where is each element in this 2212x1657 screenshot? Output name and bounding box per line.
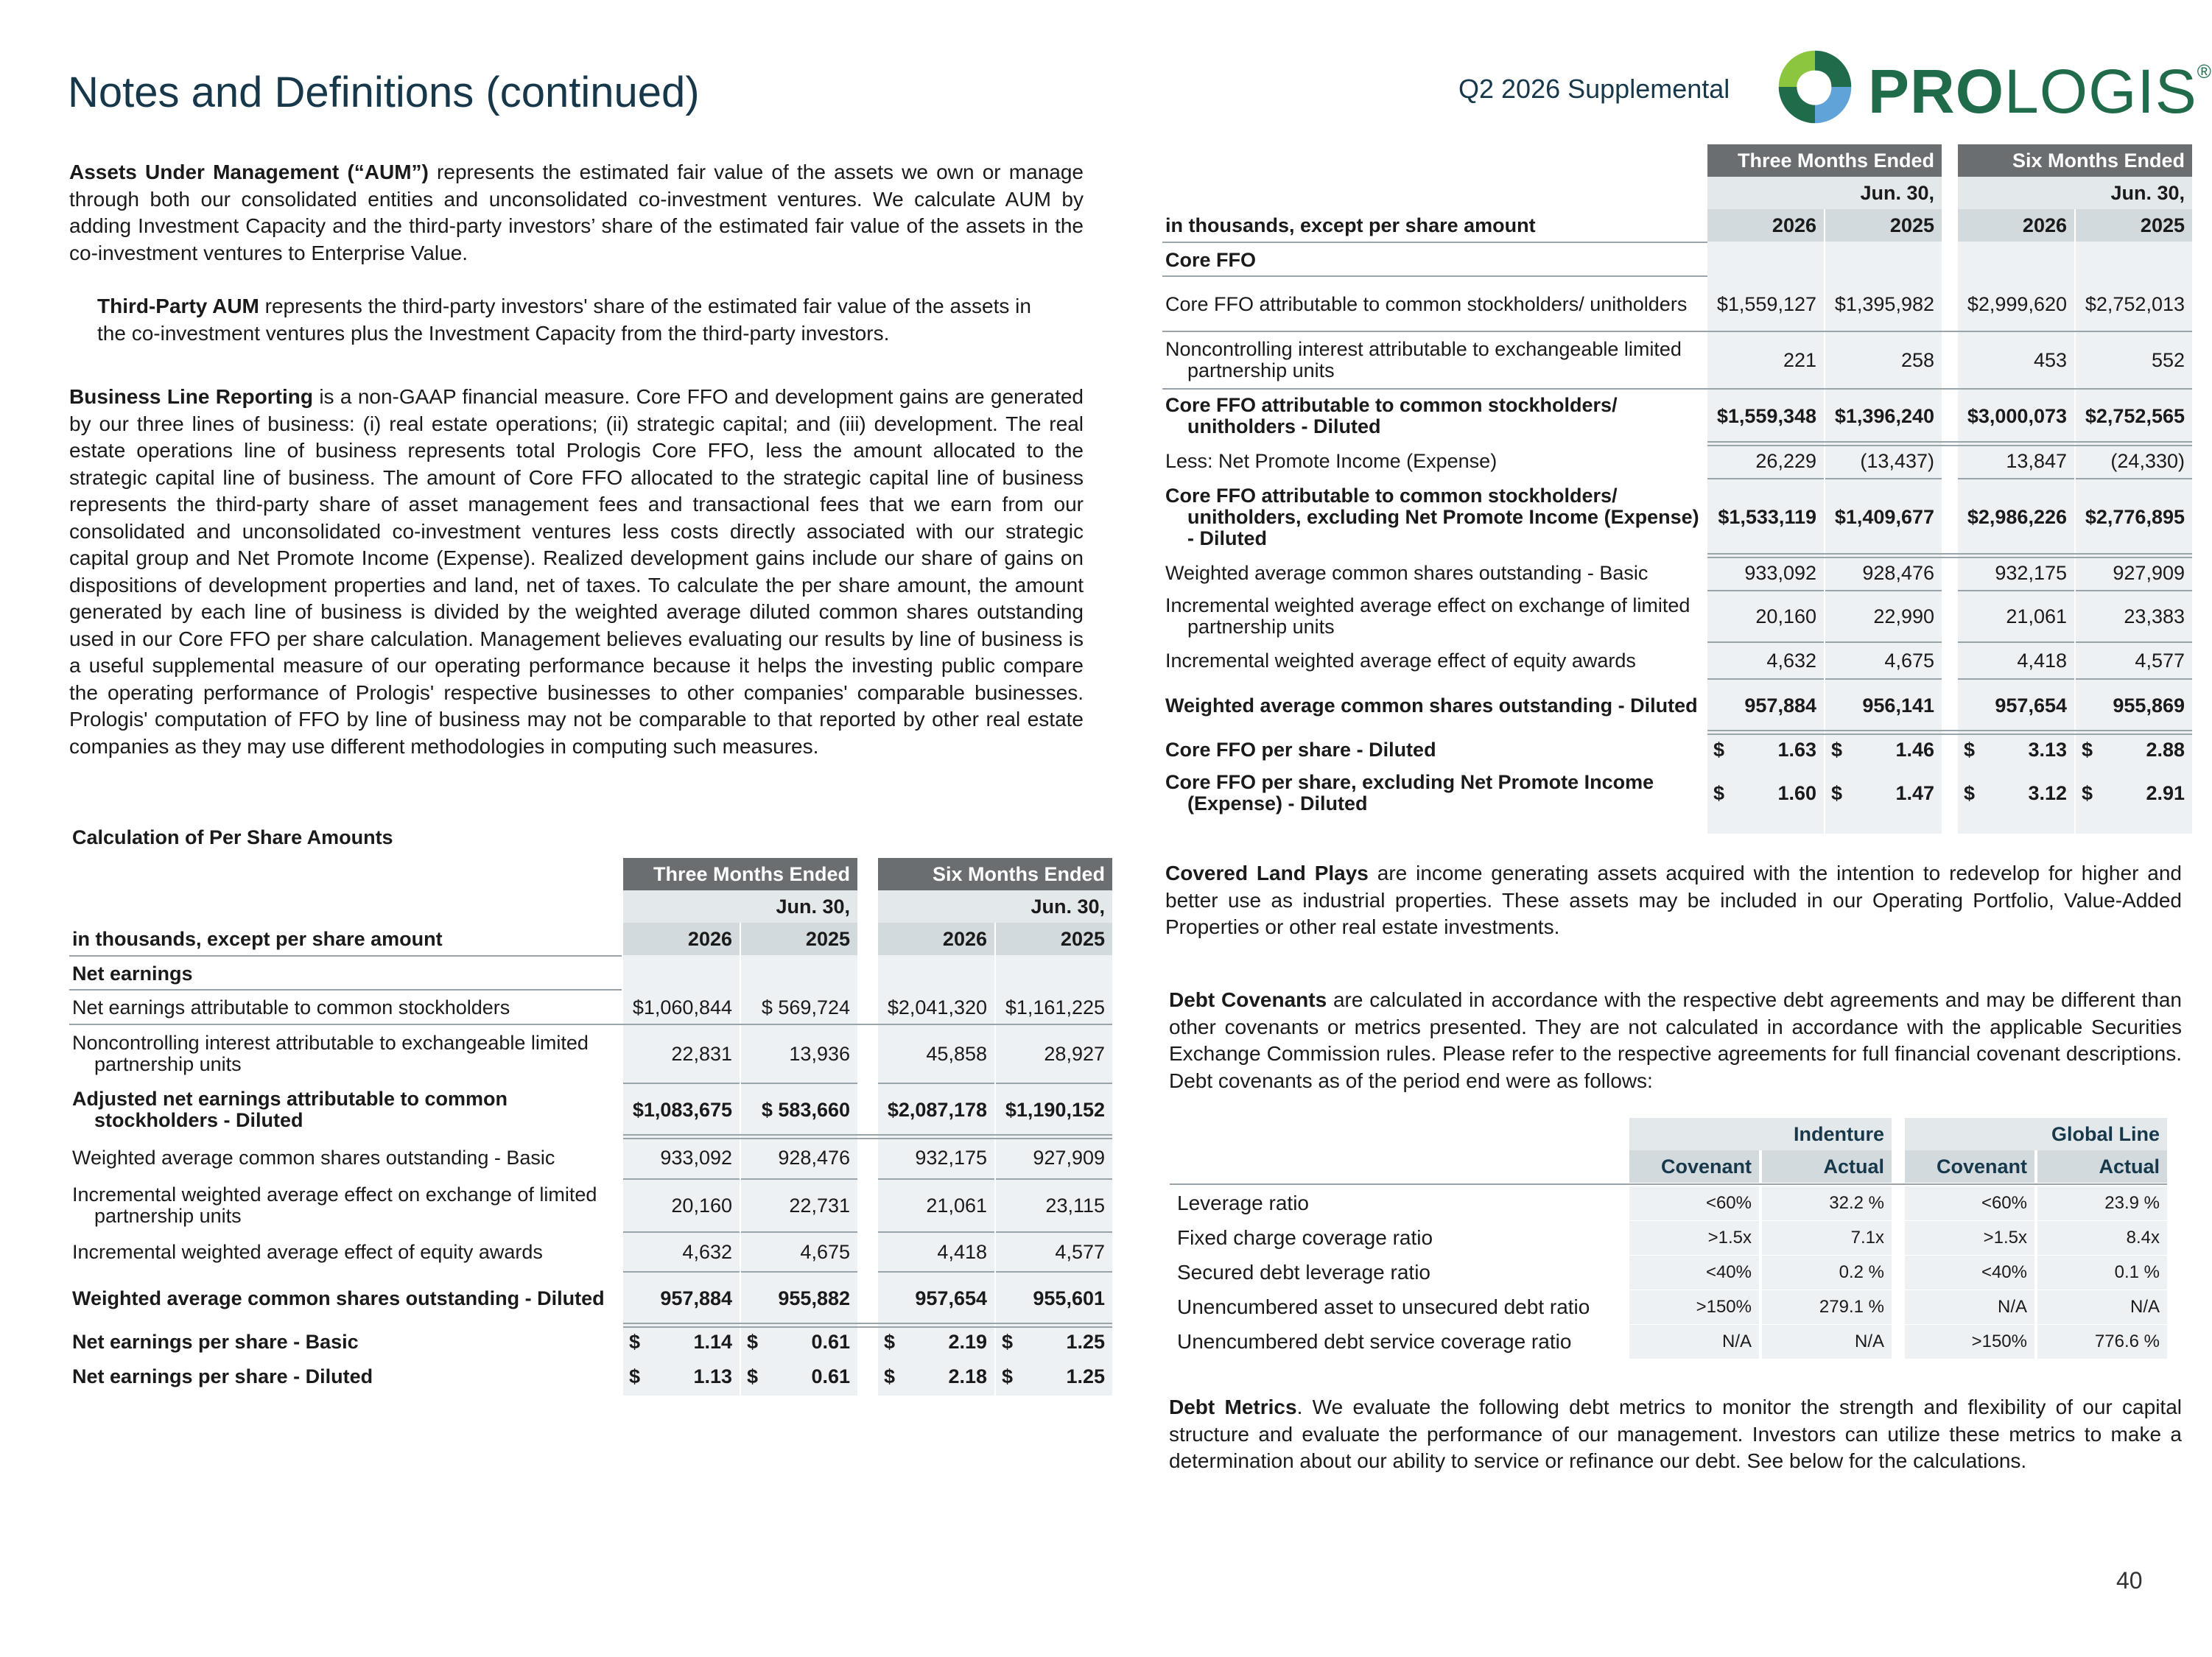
third-party-text: represents the third-party investors' share of the estimated fair value of the assets in the co-investment ventures plus the Investment Capacity from the third-party investors. xyxy=(97,295,1031,345)
cell-value: 4,577 xyxy=(2135,649,2185,672)
cell-value: $2,041,320 xyxy=(887,996,987,1019)
covenant-cell: >1.5x xyxy=(1629,1221,1759,1255)
value-cell xyxy=(741,1359,857,1394)
cell-value: $1,559,127 xyxy=(1716,292,1816,315)
value-cell xyxy=(1825,555,1942,591)
row-label-text: Core FFO per share, excluding Net Promote Income (Expense) - Diluted xyxy=(1165,771,1654,815)
covenant-cell: 8.4x xyxy=(2037,1221,2167,1255)
row-label xyxy=(1162,331,1707,389)
covenant-cell: <60% xyxy=(1905,1186,2034,1220)
value-cell xyxy=(1825,443,1942,479)
covenant-cell: 7.1x xyxy=(1762,1221,1892,1255)
row-header-label: in thousands, except per share amount xyxy=(1165,214,1536,236)
value-cell xyxy=(996,1136,1112,1179)
cell-value: 4,418 xyxy=(937,1240,987,1263)
cell-value: (13,437) xyxy=(1860,449,1934,472)
cell-value: 4,675 xyxy=(1884,649,1934,672)
row-header-label: in thousands, except per share amount xyxy=(72,927,443,950)
value-cell xyxy=(623,1325,740,1359)
value-cell xyxy=(996,991,1112,1024)
cell-value: 20,160 xyxy=(1755,605,1816,627)
value-cell xyxy=(1958,331,2074,389)
covenant-cell: N/A xyxy=(1629,1325,1759,1359)
value-cell xyxy=(1958,732,2074,767)
value-cell xyxy=(1825,767,1942,819)
cell-value: 22,831 xyxy=(671,1042,732,1065)
value-cell xyxy=(741,1136,857,1179)
cell-value: 23,383 xyxy=(2124,605,2185,627)
value-cell xyxy=(1958,389,2074,443)
debt-metrics-text: . We evaluate the following debt metrics to monitor the strength and flexibility of our capital structure and evaluate the performance of our management. Investors can utilize these metrics to make a determination about our ability to service or refinance our debt. See below for the calculations. xyxy=(1169,1396,2182,1472)
row-label xyxy=(1162,443,1707,479)
section-label: Net earnings xyxy=(72,962,193,985)
cell-value: 955,601 xyxy=(1033,1287,1105,1309)
row-label-text: Incremental weighted average effect of equity awards xyxy=(1165,649,1636,672)
value-cell xyxy=(1825,642,1942,679)
cell-value: 3.13 xyxy=(2028,738,2067,761)
value-cell xyxy=(623,991,740,1024)
value-cell xyxy=(1958,591,2074,642)
cell-value: $2,986,226 xyxy=(1967,505,2067,528)
cell-value: 4,418 xyxy=(2017,649,2067,672)
value-cell xyxy=(1958,642,2074,679)
covenant-cell: N/A xyxy=(1905,1290,2034,1324)
cell-value: 23,115 xyxy=(1045,1194,1105,1217)
prologis-logo xyxy=(1774,46,2212,134)
value-cell xyxy=(996,1232,1112,1272)
covenant-cell: 0.1 % xyxy=(2037,1256,2167,1290)
dollar-sign: $ xyxy=(629,1365,641,1387)
covenant-cell: 23.9 % xyxy=(2037,1186,2167,1220)
cell-value: 2.91 xyxy=(2146,781,2185,804)
covered-land-definition xyxy=(1165,860,2182,941)
value-cell xyxy=(1958,277,2074,331)
covenant-cell: <40% xyxy=(1629,1256,1759,1290)
cell-value: 0.61 xyxy=(811,1331,850,1353)
row-label-text: Weighted average common shares outstanding - Diluted xyxy=(1165,694,1698,717)
dollar-sign: $ xyxy=(2082,781,2093,804)
third-party-aum-definition xyxy=(97,293,1033,347)
row-label xyxy=(1162,277,1707,331)
row-label xyxy=(1162,479,1707,555)
value-cell xyxy=(2076,591,2192,642)
value-cell xyxy=(878,1325,994,1359)
value-cell xyxy=(1825,277,1942,331)
covenant-cell: 0.2 % xyxy=(1762,1256,1892,1290)
cell-value: 4,675 xyxy=(800,1240,850,1263)
row-label-text: Weighted average common shares outstanding - Basic xyxy=(1165,561,1649,584)
row-label-text: Less: Net Promote Income (Expense) xyxy=(1165,449,1498,472)
cell-value: 933,092 xyxy=(1744,561,1816,584)
cell-value: $ 569,724 xyxy=(761,996,850,1019)
aum-text: represents the estimated fair value of the assets we own or manage through both our consolidated entities and unconsolidated co-investment ventures. We calculate AUM by adding Investment Capacity and the third-party investors’ share of the estimated fair value of the assets in the co-investment ventures to Enterprise Value. xyxy=(69,161,1084,264)
value-cell xyxy=(1825,591,1942,642)
value-cell xyxy=(2076,331,2192,389)
cell-value: 1.13 xyxy=(693,1365,732,1387)
year-header: 2025 xyxy=(996,923,1112,955)
covenant-column-header: Actual xyxy=(2037,1150,2167,1183)
period-header: Jun. 30, xyxy=(623,890,857,923)
cell-value: 2.18 xyxy=(948,1365,987,1387)
value-cell xyxy=(2076,642,2192,679)
row-label-text: Net earnings per share - Diluted xyxy=(72,1365,373,1387)
year-header: 2026 xyxy=(1707,209,1824,242)
value-cell xyxy=(1707,679,1824,732)
cell-value: 933,092 xyxy=(660,1146,732,1169)
cell-value: 932,175 xyxy=(1995,561,2067,584)
cell-value: 1.46 xyxy=(1895,738,1934,761)
page-number: 40 xyxy=(2116,1567,2143,1594)
row-label-text: Core FFO attributable to common stockholders/ unitholders xyxy=(1165,292,1688,315)
covenant-cell: 279.1 % xyxy=(1762,1290,1892,1324)
covenant-row-label: Leverage ratio xyxy=(1177,1192,1310,1214)
value-cell xyxy=(2076,767,2192,819)
debt-metrics-definition xyxy=(1169,1394,2182,1475)
cell-value: $1,559,348 xyxy=(1716,404,1816,427)
cell-value: 928,476 xyxy=(1862,561,1934,584)
year-header: 2026 xyxy=(623,923,740,955)
per-share-section-title: Calculation of Per Share Amounts xyxy=(72,826,393,848)
value-cell xyxy=(878,1179,994,1232)
cell-value: 4,632 xyxy=(1766,649,1816,672)
dollar-sign: $ xyxy=(1964,738,1976,761)
value-cell xyxy=(878,1232,994,1272)
net-earnings-table xyxy=(69,858,1119,1403)
cell-value: 1.47 xyxy=(1895,781,1934,804)
value-cell xyxy=(2076,443,2192,479)
covenant-cell: >150% xyxy=(1629,1290,1759,1324)
value-cell xyxy=(1707,642,1824,679)
row-label-text: Noncontrolling interest attributable to exchangeable limited partnership units xyxy=(72,1032,589,1075)
business-line-term: Business Line Reporting xyxy=(69,385,313,408)
value-cell xyxy=(1825,732,1942,767)
value-cell xyxy=(1958,443,2074,479)
cell-value: $2,087,178 xyxy=(887,1098,987,1121)
cell-value: 4,632 xyxy=(682,1240,732,1263)
row-label-text: Net earnings per share - Basic xyxy=(72,1331,359,1353)
three-months-header: Three Months Ended xyxy=(1707,144,1942,177)
cell-value: 13,847 xyxy=(2006,449,2067,472)
cell-value: 28,927 xyxy=(1044,1042,1105,1065)
value-cell xyxy=(741,991,857,1024)
three-months-header: Three Months Ended xyxy=(623,858,857,890)
row-label-text: Core FFO attributable to common stockholders/ unitholders, excluding Net Promote Income (Expense) - Diluted xyxy=(1165,484,1699,549)
value-cell xyxy=(2076,277,2192,331)
period-header: Jun. 30, xyxy=(1707,177,1942,209)
row-label-text: Adjusted net earnings attributable to common stockholders - Diluted xyxy=(72,1088,508,1131)
year-header: 2026 xyxy=(878,923,994,955)
cell-value: $1,161,225 xyxy=(1005,996,1105,1019)
dollar-sign: $ xyxy=(1831,738,1843,761)
row-label-text: Net earnings attributable to common stockholders xyxy=(72,996,510,1019)
value-cell xyxy=(1707,277,1824,331)
logo-light-text: LOGIS xyxy=(2004,57,2197,126)
covered-land-text: are income generating assets acquired with the intention to redevelop for higher and better use as industrial properties. These assets may be included in our Operating Portfolio, Value-Added Properties or other real estate investments. xyxy=(1165,862,2183,938)
value-cell xyxy=(1707,767,1824,819)
cell-value: 0.61 xyxy=(811,1365,850,1387)
cell-value: $1,190,152 xyxy=(1005,1098,1105,1121)
period-header: Jun. 30, xyxy=(878,890,1112,923)
row-label-text: Weighted average common shares outstanding - Diluted xyxy=(72,1287,605,1309)
value-cell xyxy=(2076,555,2192,591)
cell-value: 22,990 xyxy=(1873,605,1934,627)
cell-value: (24,330) xyxy=(2110,449,2185,472)
cell-value: 928,476 xyxy=(778,1146,850,1169)
covenant-row-label: Unencumbered debt service coverage ratio xyxy=(1177,1330,1572,1353)
cell-value: 2.19 xyxy=(948,1331,987,1353)
covenant-row-label: Unencumbered asset to unsecured debt ratio xyxy=(1177,1295,1590,1318)
row-label-text: Incremental weighted average effect of equity awards xyxy=(72,1240,543,1263)
row-label xyxy=(69,1083,622,1136)
year-header: 2025 xyxy=(1825,209,1942,242)
cell-value: 927,909 xyxy=(2113,561,2185,584)
cell-value: 258 xyxy=(1900,348,1934,371)
covenant-cell: >1.5x xyxy=(1905,1221,2034,1255)
row-label-text: Weighted average common shares outstanding - Basic xyxy=(72,1146,555,1169)
cell-value: $1,533,119 xyxy=(1718,505,1816,528)
registered-mark: ® xyxy=(2197,60,2212,82)
value-cell xyxy=(623,1359,740,1394)
value-cell xyxy=(878,1024,994,1083)
cell-value: 955,869 xyxy=(2113,694,2185,717)
row-label xyxy=(1162,767,1707,819)
row-label xyxy=(69,1179,622,1232)
cell-value: 13,936 xyxy=(789,1042,850,1065)
cell-value: $1,409,677 xyxy=(1834,505,1934,528)
value-cell xyxy=(1707,443,1824,479)
cell-value: 1.25 xyxy=(1066,1331,1105,1353)
value-cell xyxy=(996,1024,1112,1083)
value-cell xyxy=(741,1024,857,1083)
value-cell xyxy=(996,1179,1112,1232)
value-cell xyxy=(1958,767,2074,819)
value-cell xyxy=(2076,732,2192,767)
value-cell xyxy=(741,1083,857,1136)
cell-value: $1,083,675 xyxy=(632,1098,732,1121)
covenant-cell: 776.6 % xyxy=(2037,1325,2167,1359)
value-cell xyxy=(878,991,994,1024)
row-label xyxy=(1162,732,1707,767)
debt-covenants-term: Debt Covenants xyxy=(1169,988,1327,1011)
value-cell xyxy=(623,1232,740,1272)
value-cell xyxy=(623,1136,740,1179)
dollar-sign: $ xyxy=(884,1365,896,1387)
dollar-sign: $ xyxy=(1002,1331,1014,1353)
dollar-sign: $ xyxy=(1713,781,1725,804)
aum-term: Assets Under Management (“AUM”) xyxy=(69,161,429,183)
cell-value: 955,882 xyxy=(778,1287,850,1309)
covenant-cell: <60% xyxy=(1629,1186,1759,1220)
business-line-definition xyxy=(69,384,1084,760)
dollar-sign: $ xyxy=(747,1365,759,1387)
value-cell xyxy=(1707,479,1824,555)
row-label-text: Core FFO per share - Diluted xyxy=(1165,738,1436,761)
value-cell xyxy=(1707,555,1824,591)
covenant-cell: 32.2 % xyxy=(1762,1186,1892,1220)
core-ffo-table xyxy=(1162,144,2197,837)
value-cell xyxy=(741,1325,857,1359)
cell-value: 26,229 xyxy=(1755,449,1816,472)
dollar-sign: $ xyxy=(1964,781,1976,804)
section-label: Core FFO xyxy=(1165,248,1257,271)
value-cell xyxy=(996,1325,1112,1359)
aum-definition xyxy=(69,159,1084,267)
row-label-text: Incremental weighted average effect on exchange of limited partnership units xyxy=(72,1183,597,1227)
supplemental-label: Q2 2026 Supplemental xyxy=(1458,74,1730,104)
row-label-text: Core FFO attributable to common stockholders/ unitholders - Diluted xyxy=(1165,394,1618,437)
row-label xyxy=(1162,642,1707,679)
value-cell xyxy=(1707,732,1824,767)
dollar-sign: $ xyxy=(1831,781,1843,804)
cell-value: 453 xyxy=(2033,348,2067,371)
cell-value: $ 583,660 xyxy=(761,1098,850,1121)
cell-value: 22,731 xyxy=(789,1194,850,1217)
cell-value: 552 xyxy=(2151,348,2185,371)
row-label xyxy=(1162,389,1707,443)
cell-value: 1.63 xyxy=(1777,738,1816,761)
value-cell xyxy=(1958,555,2074,591)
row-label xyxy=(69,1325,622,1359)
row-label xyxy=(69,1359,622,1394)
global-line-header: Global Line xyxy=(1905,1118,2167,1150)
value-cell xyxy=(2076,479,2192,555)
value-cell xyxy=(1825,331,1942,389)
covenant-header-rule xyxy=(1170,1183,2167,1185)
year-header: 2025 xyxy=(2076,209,2192,242)
value-cell xyxy=(1825,479,1942,555)
value-cell xyxy=(878,1272,994,1325)
value-cell xyxy=(878,1083,994,1136)
cell-value: 932,175 xyxy=(915,1146,987,1169)
value-cell xyxy=(1707,591,1824,642)
value-cell xyxy=(1707,331,1824,389)
value-cell xyxy=(623,1272,740,1325)
row-label xyxy=(1162,591,1707,642)
value-cell xyxy=(996,1359,1112,1394)
debt-metrics-term: Debt Metrics xyxy=(1169,1396,1297,1418)
covenant-column-header: Covenant xyxy=(1629,1150,1759,1183)
dollar-sign: $ xyxy=(884,1331,896,1353)
value-cell xyxy=(741,1179,857,1232)
dollar-sign: $ xyxy=(747,1331,759,1353)
cell-value: 21,061 xyxy=(926,1194,987,1217)
cell-value: 957,884 xyxy=(1744,694,1816,717)
value-cell xyxy=(623,1083,740,1136)
value-cell xyxy=(878,1136,994,1179)
covenant-column-header: Covenant xyxy=(1905,1150,2034,1183)
value-cell xyxy=(1707,389,1824,443)
cell-value: 20,160 xyxy=(671,1194,732,1217)
cell-value: 927,909 xyxy=(1033,1146,1105,1169)
value-cell xyxy=(996,1083,1112,1136)
cell-value: 1.25 xyxy=(1066,1365,1105,1387)
logo-bold-text: PRO xyxy=(1868,57,2005,126)
row-label xyxy=(69,1136,622,1179)
value-cell xyxy=(996,1272,1112,1325)
six-months-header: Six Months Ended xyxy=(1958,144,2192,177)
covenant-column-header: Actual xyxy=(1762,1150,1892,1183)
cell-value: $2,999,620 xyxy=(1967,292,2067,315)
covenant-row-label: Fixed charge coverage ratio xyxy=(1177,1226,1433,1249)
covenant-cell: N/A xyxy=(1762,1325,1892,1359)
cell-value: $1,396,240 xyxy=(1834,404,1934,427)
value-cell xyxy=(741,1272,857,1325)
row-label-text: Noncontrolling interest attributable to exchangeable limited partnership units xyxy=(1165,338,1682,381)
period-header: Jun. 30, xyxy=(1958,177,2192,209)
cell-value: 221 xyxy=(1783,348,1816,371)
value-cell xyxy=(623,1024,740,1083)
row-label xyxy=(69,1272,622,1325)
globe-icon xyxy=(1774,46,1856,128)
cell-value: 957,654 xyxy=(915,1287,987,1309)
row-label xyxy=(1162,679,1707,732)
cell-value: 4,577 xyxy=(1055,1240,1105,1263)
row-label xyxy=(1162,555,1707,591)
debt-covenant-table xyxy=(1170,1118,2180,1368)
third-party-term: Third-Party AUM xyxy=(97,295,259,317)
year-header: 2025 xyxy=(741,923,857,955)
cell-value: 3.12 xyxy=(2028,781,2067,804)
cell-value: $1,395,982 xyxy=(1834,292,1934,315)
cell-value: $3,000,073 xyxy=(1967,404,2067,427)
cell-value: 2.88 xyxy=(2146,738,2185,761)
cell-value: 1.14 xyxy=(693,1331,732,1353)
dollar-sign: $ xyxy=(1713,738,1725,761)
covenant-cell: N/A xyxy=(2037,1290,2167,1324)
cell-value: 956,141 xyxy=(1862,694,1934,717)
cell-value: 1.60 xyxy=(1777,781,1816,804)
value-cell xyxy=(1958,679,2074,732)
cell-value: 957,884 xyxy=(660,1287,732,1309)
value-cell xyxy=(2076,679,2192,732)
dollar-sign: $ xyxy=(629,1331,641,1353)
year-header: 2026 xyxy=(1958,209,2074,242)
value-cell xyxy=(1825,389,1942,443)
six-months-header: Six Months Ended xyxy=(878,858,1112,890)
row-label xyxy=(69,1232,622,1272)
cell-value: 45,858 xyxy=(926,1042,987,1065)
page-title: Notes and Definitions (continued) xyxy=(68,68,700,116)
covenant-row-label: Secured debt leverage ratio xyxy=(1177,1261,1430,1284)
row-label xyxy=(69,1024,622,1083)
cell-value: $2,752,565 xyxy=(2085,404,2185,427)
cell-value: 957,654 xyxy=(1995,694,2067,717)
value-cell xyxy=(741,1232,857,1272)
value-cell xyxy=(878,1359,994,1394)
value-cell xyxy=(1825,679,1942,732)
debt-covenants-definition xyxy=(1169,987,2182,1094)
row-label-text: Incremental weighted average effect on exchange of limited partnership units xyxy=(1165,594,1690,638)
covered-land-term: Covered Land Plays xyxy=(1165,862,1369,884)
dollar-sign: $ xyxy=(1002,1365,1014,1387)
business-line-text: is a non-GAAP financial measure. Core FFO and development gains are generated by our three lines of business: (i) real estate operations; (ii) strategic capital; and (iii) development. The real estate operations line of business represents total Prologis Core FFO, less the amount allocated to the strategic capital line of business. The amount of Core FFO allocated to the strategic capital line of business represents the third-party share of asset management fees and transactional fees that we earn from our consolidated and unconsolidated co-investment ventures less costs directly associated with our strategic capital group and Net Promote Income (Expense). Realized development gains include our share of gains on dispositions of development properties and land, net of taxes. To calculate the per share amount, the amount generated by each line of business is divided by the weighted average diluted common shares outstanding used in our Core FFO per share calculation. Management believes evaluating our results by line of business is a useful supplemental measure of our operating performance because it helps the investing public compare the operating performance of Prologis' respective businesses to other companies' comparable businesses. Prologis' computation of FFO by line of business may not be comparable to that reported by other real estate companies as they may use different methodologies in computing such measures. xyxy=(69,385,1084,758)
debt-covenants-text: are calculated in accordance with the respective debt agreements and may be different than other covenants or metrics presented. They are not calculated in accordance with the applicable Securities Exchange Commission rules. Please refer to the respective agreements for full financial covenant descriptions. Debt covenants as of the period end were as follows: xyxy=(1169,988,2182,1092)
cell-value: $1,060,844 xyxy=(632,996,732,1019)
dollar-sign: $ xyxy=(2082,738,2093,761)
cell-value: 21,061 xyxy=(2006,605,2067,627)
value-cell xyxy=(1958,479,2074,555)
covenant-cell: <40% xyxy=(1905,1256,2034,1290)
covenant-cell: >150% xyxy=(1905,1325,2034,1359)
row-label xyxy=(69,991,622,1024)
cell-value: $2,752,013 xyxy=(2085,292,2185,315)
cell-value: $2,776,895 xyxy=(2085,505,2185,528)
value-cell xyxy=(2076,389,2192,443)
indenture-header: Indenture xyxy=(1629,1118,1892,1150)
value-cell xyxy=(623,1179,740,1232)
